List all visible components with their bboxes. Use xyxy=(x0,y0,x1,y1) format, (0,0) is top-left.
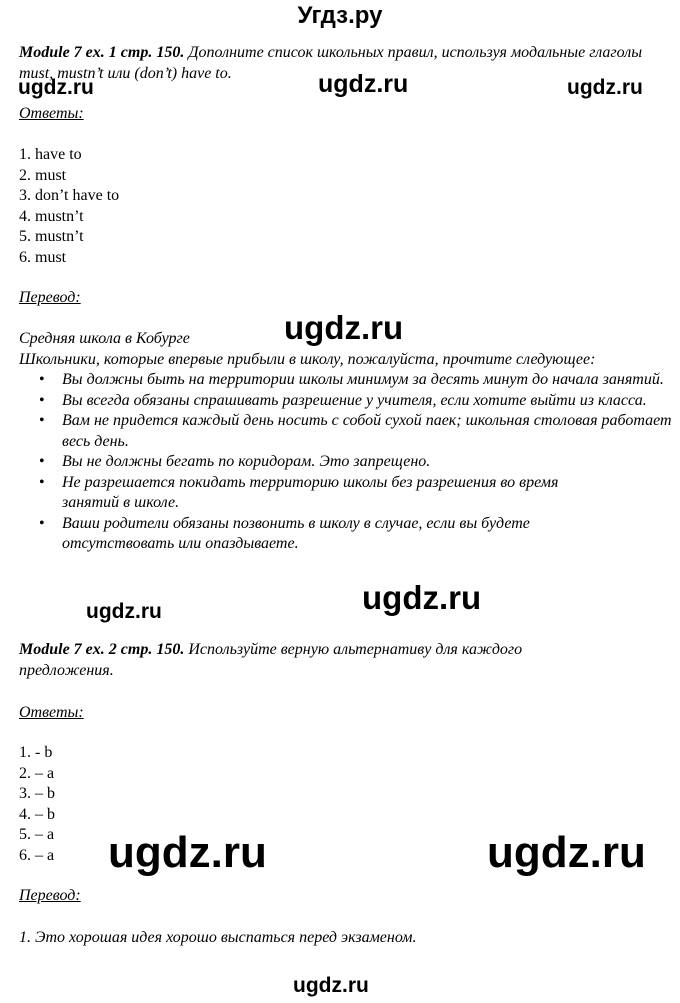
answer-item: 3. don’t have to xyxy=(19,187,120,204)
exercise-1-translation xyxy=(19,329,672,555)
watermark-logo: ugdz.ru xyxy=(362,579,482,616)
answer-item: 2. – a xyxy=(19,764,55,782)
answer-item: 4. – b xyxy=(19,805,55,823)
answer-item: 6. must xyxy=(19,248,67,266)
exercise-1-instruction: Дополните список школьных правил, используя модальные глаголы must, mustn’t или (don’t) have to. xyxy=(19,44,643,82)
answer-item: 5. mustn’t xyxy=(19,228,84,245)
site-title: Угдз.ру xyxy=(297,2,383,29)
answer-item: 1. - b xyxy=(19,744,53,761)
answer-item: 1. have to xyxy=(19,146,82,163)
watermark-logo: ugdz.ru xyxy=(487,828,646,877)
watermark-logo: ugdz.ru xyxy=(318,70,409,98)
exercise-2-answers-label: Ответы: xyxy=(19,704,84,721)
rule-item: • Не разрешается покидать территорию школы без разрешения во время занятий в школе. xyxy=(19,473,602,514)
exercise-2-translation-label: Перевод: xyxy=(19,887,81,904)
exercise-2-task xyxy=(19,640,619,681)
exercise-1-translation-label: Перевод: xyxy=(19,289,81,306)
answer-item: 5. – a xyxy=(19,826,55,843)
answer-item: 6. – a xyxy=(19,846,55,864)
watermark-logo: ugdz.ru xyxy=(567,76,643,99)
watermark-logo: ugdz.ru xyxy=(284,309,404,346)
rule-item: • Вам не придется каждый день носить с собой сухой паек; школьная столовая работает весь день. xyxy=(19,411,674,452)
rule-item: • Вы не должны бегать по коридорам. Это запрещено. xyxy=(19,452,674,473)
rule-item: • Вы всегда обязаны спрашивать разрешение у учителя, если хотите выйти из класса. xyxy=(19,391,674,412)
answer-item: 2. must xyxy=(19,166,67,184)
exercise-2-instruction: Используйте верную альтернативу для каждого предложения. xyxy=(19,641,523,679)
rule-item: • Вы должны быть на территории школы минимум за десять минут до начала занятий. xyxy=(19,370,674,391)
exercise-1-heading: Module 7 ex. 1 стр. 150. xyxy=(19,44,185,61)
watermark-logo: ugdz.ru xyxy=(86,600,162,623)
watermark-logo: ugdz.ru xyxy=(293,974,369,997)
watermark-logo: ugdz.ru xyxy=(108,828,267,877)
exercise-1-answers xyxy=(19,145,669,268)
watermark-logo: ugdz.ru xyxy=(18,76,94,99)
rules-list xyxy=(19,370,672,555)
rule-item: • Ваши родители обязаны позвонить в школу в случае, если вы будете отсутствовать или опаздываете. xyxy=(19,514,622,555)
answer-item: 4. mustn’t xyxy=(19,207,84,225)
answer-item: 3. – b xyxy=(19,785,55,802)
translation-intro: Школьники, которые впервые прибыли в школу, пожалуйста, прочтите следующее: xyxy=(19,350,596,368)
exercise-1-answers-label: Ответы: xyxy=(19,105,84,122)
exercise-2-translation-first: 1. Это хорошая идея хорошо выспаться перед экзаменом. xyxy=(19,929,417,946)
translation-title: Средняя школа в Кобурге xyxy=(19,330,190,347)
exercise-2-heading: Module 7 ex. 2 стр. 150. xyxy=(19,641,185,658)
